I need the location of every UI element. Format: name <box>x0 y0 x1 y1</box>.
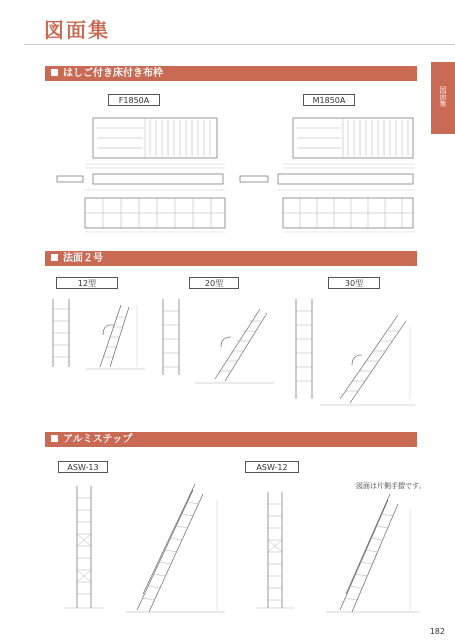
drawing-asw13 <box>55 480 235 615</box>
side-tab-label: 図面集 <box>439 86 447 107</box>
model-label-asw12: ASW-12 <box>245 461 299 473</box>
square-bullet-icon <box>51 254 58 261</box>
section-title: 法面２号 <box>63 253 103 264</box>
section-header-slope-no2 <box>45 251 417 266</box>
square-bullet-icon <box>51 435 58 442</box>
section-title: アルミステップ <box>63 434 133 445</box>
model-label-m1850a: M1850A <box>303 94 355 106</box>
section-header-ladder-frame <box>45 66 417 81</box>
page-title: 図面集 <box>44 18 110 42</box>
section-title: はしご付き床付き布枠 <box>63 68 163 79</box>
model-label-30: 30型 <box>328 277 380 289</box>
drawing-slope-12 <box>45 295 150 380</box>
title-divider <box>24 44 455 45</box>
model-label-asw13: ASW-13 <box>58 461 108 473</box>
section-header-aluminum-step <box>45 432 417 447</box>
note-handrail: 図面は片側手摺です。 <box>356 482 426 490</box>
drawing-m1850a <box>238 110 418 235</box>
drawing-f1850a <box>55 110 235 235</box>
page-number: 182 <box>429 627 445 636</box>
model-label-20: 20型 <box>189 277 239 289</box>
drawing-slope-30 <box>290 295 420 415</box>
model-label-12: 12型 <box>56 277 118 289</box>
drawing-slope-20 <box>155 295 280 395</box>
drawing-asw12 <box>250 480 425 615</box>
side-index-tab[interactable] <box>431 62 455 134</box>
square-bullet-icon <box>51 69 58 76</box>
model-label-f1850a: F1850A <box>108 94 160 106</box>
